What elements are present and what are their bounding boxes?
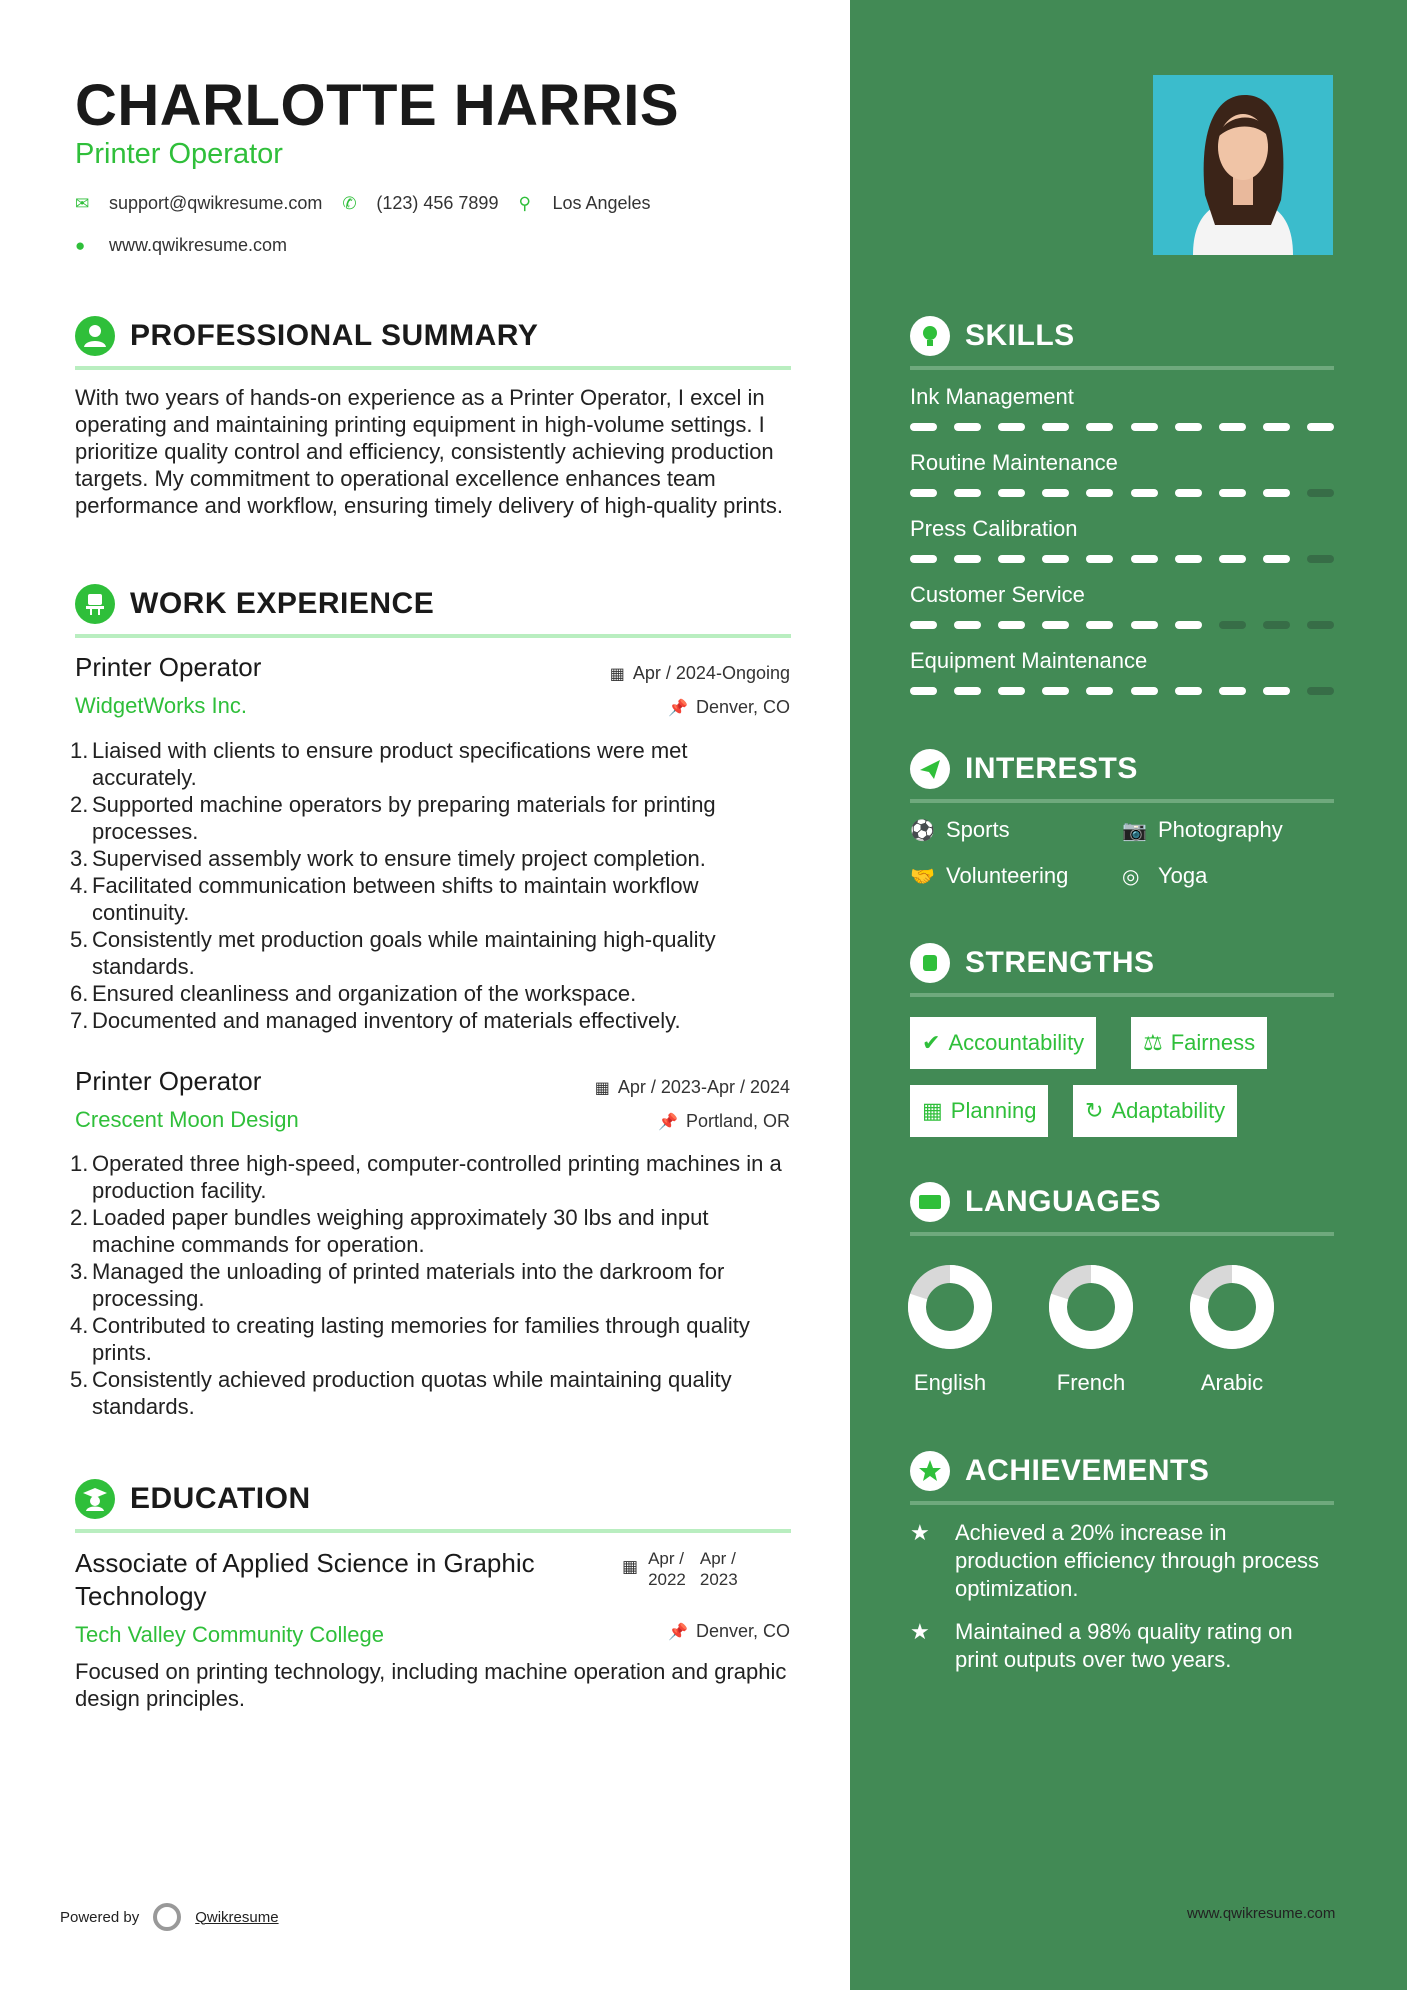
refresh-icon: ↻ (1085, 1098, 1104, 1123)
skill-dot (910, 423, 937, 431)
skill-level-bar (910, 489, 1334, 497)
section-divider (910, 366, 1334, 370)
skill-dot (1263, 423, 1290, 431)
skill-dot (1042, 555, 1069, 563)
star-icon (910, 1451, 950, 1491)
degree-line-1: Associate of Applied Science in Graphic (75, 1548, 535, 1578)
list-item: 5. Consistently achieved production quotas while maintaining quality standards. (70, 1367, 732, 1419)
strengths-heading: STRENGTHS (965, 946, 1155, 979)
list-item: 5. Consistently met production goals while maintaining high-quality standards. (70, 927, 716, 979)
edu-end-year: 2023 (699, 1570, 738, 1589)
job-location-text: Portland, OR (685, 1111, 790, 1131)
skill-dot (1175, 621, 1202, 629)
profile-photo (1153, 75, 1333, 255)
skill-dot (910, 621, 937, 629)
map-marker-icon: ⚲ (518, 193, 531, 213)
school-name: Tech Valley Community College (75, 1622, 384, 1647)
language-label: Arabic (1200, 1370, 1264, 1395)
job-bullets (70, 1150, 790, 1420)
paper-plane-icon (910, 749, 950, 789)
summary-text: With two years of hands-on experience as a Printer Operator, I excel in operating and maintaining printing equipment in high-volume settings. I prioritize quality control and efficiency, consistently achieving production targets. My commitment to operational excellence enhances team performance and workflow, ensuring timely delivery of high-quality prints. (75, 385, 783, 518)
interests-heading: INTERESTS (965, 752, 1138, 785)
language-item (1177, 1262, 1287, 1396)
summary-heading: PROFESSIONAL SUMMARY (130, 319, 539, 352)
globe-icon: ● (75, 235, 86, 255)
strength-badge: ↻ Adaptability (1073, 1085, 1237, 1137)
list-item: 4. Contributed to creating lasting memories for families through quality prints. (70, 1313, 750, 1365)
skill-dot (910, 555, 937, 563)
skill-dot (1219, 423, 1246, 431)
skill-dot (1086, 621, 1113, 629)
education-section-header (75, 1479, 791, 1539)
skill-dot (1307, 687, 1334, 695)
contact-email[interactable]: support@qwikresume.com (109, 193, 323, 213)
fist-icon (910, 943, 950, 983)
candidate-title: Printer Operator (75, 138, 283, 170)
skill-dot (1307, 423, 1334, 431)
achievements-heading: ACHIEVEMENTS (965, 1454, 1210, 1487)
section-divider (910, 993, 1334, 997)
powered-by-text: Powered by (60, 1908, 140, 1926)
job-company: Crescent Moon Design (75, 1107, 299, 1132)
calendar-icon: ▦ (609, 666, 625, 683)
education-description: Focused on printing technology, including machine operation and graphic design principles. (75, 1659, 787, 1711)
lifebuoy-icon: ◎ (1122, 866, 1140, 888)
check-circle-icon: ✔ (922, 1030, 941, 1055)
list-item: 3. Managed the unloading of printed materials into the darkroom for processing. (70, 1259, 725, 1311)
job-title: Printer Operator (75, 652, 262, 682)
skill-dot (1086, 423, 1113, 431)
skill-dot (1175, 555, 1202, 563)
education-heading: EDUCATION (130, 1482, 311, 1515)
skill-name: Equipment Maintenance (910, 648, 1148, 673)
soccer-ball-icon: ⚽ (910, 820, 935, 842)
achievement-item: ★ Achieved a 20% increase in production efficiency through process optimization. (910, 1520, 1320, 1601)
calendar-icon: ▦ (622, 1557, 639, 1576)
skill-dot (1175, 423, 1202, 431)
list-item: 1. Liaised with clients to ensure product specifications were met accurately. (70, 738, 688, 790)
education-location-text: Denver, CO (695, 1621, 790, 1641)
sidebar (850, 0, 1407, 1990)
education-location (490, 1621, 790, 1642)
skill-dot (1086, 687, 1113, 695)
skill-dot (1131, 555, 1158, 563)
job-dates (490, 663, 790, 684)
skill-dot (1131, 423, 1158, 431)
shooting-star-icon: ★ (910, 1520, 930, 1545)
strengths-section-header (910, 943, 1334, 1003)
skill-dot (1131, 687, 1158, 695)
list-item: 2. Supported machine operators by preparing materials for printing processes. (70, 792, 716, 844)
skill-dot (1175, 687, 1202, 695)
section-divider (910, 1501, 1334, 1505)
pin-icon: 📌 (668, 1624, 688, 1641)
experience-section-header (75, 584, 791, 644)
list-item: 4. Facilitated communication between shifts to maintain workflow continuity. (70, 873, 699, 925)
phone-icon: ✆ (342, 193, 357, 213)
skill-dot (1086, 555, 1113, 563)
job-title: Printer Operator (75, 1066, 262, 1096)
skill-dot (998, 621, 1025, 629)
languages-section-header (910, 1182, 1334, 1242)
footer-powered (60, 1903, 279, 1931)
list-item: 3. Supervised assembly work to ensure timely project completion. (70, 846, 706, 871)
skill-dot (1219, 555, 1246, 563)
summary-section-header (75, 316, 791, 376)
language-label: French (1056, 1370, 1126, 1395)
skill-dot (1307, 621, 1334, 629)
section-divider (910, 799, 1334, 803)
job-location-text: Denver, CO (695, 697, 790, 717)
list-item: 7. Documented and managed inventory of materials effectively. (70, 1008, 681, 1033)
job-dates-text: Apr / 2024-Ongoing (632, 663, 790, 683)
skill-dot (1263, 489, 1290, 497)
skill-name: Press Calibration (910, 516, 1078, 541)
section-divider (910, 1232, 1334, 1236)
languages-heading: LANGUAGES (965, 1185, 1162, 1218)
skill-dot (1219, 621, 1246, 629)
job-location (490, 1111, 790, 1132)
strength-badge: ✔ Accountability (910, 1017, 1096, 1069)
skill-dot (1086, 489, 1113, 497)
job-company: WidgetWorks Inc. (75, 693, 247, 718)
skills-heading: SKILLS (965, 319, 1075, 352)
skill-name: Ink Management (910, 384, 1074, 409)
achievements-section-header (910, 1451, 1334, 1511)
skill-name: Customer Service (910, 582, 1085, 607)
candidate-name: CHARLOTTE HARRIS (75, 73, 680, 138)
job-location (490, 697, 790, 718)
balance-scale-icon: ⚖ (1143, 1030, 1163, 1055)
skills-section-header (910, 316, 1334, 376)
pin-icon: 📌 (658, 1114, 678, 1131)
skill-dot (910, 489, 937, 497)
language-item (895, 1262, 1005, 1396)
calendar-icon: ▦ (922, 1098, 943, 1123)
section-divider (75, 366, 791, 370)
skill-dot (954, 687, 981, 695)
edu-start-year: 2022 (648, 1570, 686, 1589)
contact-phone[interactable]: (123) 456 7899 (376, 193, 499, 213)
contact-website[interactable]: www.qwikresume.com (109, 235, 288, 255)
user-icon (75, 316, 115, 356)
skill-dot (1307, 555, 1334, 563)
skill-dot (1307, 489, 1334, 497)
skill-dot (1042, 621, 1069, 629)
job-dates (490, 1077, 790, 1098)
skill-level-bar (910, 423, 1334, 431)
edu-end-month: Apr / (699, 1549, 736, 1568)
chair-icon (75, 584, 115, 624)
skill-dot (1175, 489, 1202, 497)
contact-row (75, 193, 671, 214)
education-dates (622, 1548, 738, 1590)
skill-dot (998, 555, 1025, 563)
skill-level-bar (910, 621, 1334, 629)
language-icon (910, 1182, 950, 1222)
interest-item: 🤝 Volunteering (910, 863, 1069, 888)
section-divider (75, 1529, 791, 1533)
skill-dot (998, 489, 1025, 497)
language-donut (1046, 1262, 1136, 1352)
camera-icon: 📷 (1122, 820, 1147, 842)
skill-dot (998, 687, 1025, 695)
skill-dot (1263, 555, 1290, 563)
skill-dot (1131, 621, 1158, 629)
skill-dot (954, 555, 981, 563)
achievement-item: ★ Maintained a 98% quality rating on print outputs over two years. (910, 1619, 1293, 1672)
footer-site[interactable]: www.qwikresume.com (1187, 1905, 1336, 1922)
edu-start-month: Apr / (648, 1549, 684, 1568)
handshake-icon: 🤝 (910, 866, 935, 888)
calendar-icon: ▦ (594, 1080, 610, 1097)
language-donut (905, 1262, 995, 1352)
interest-item: ⚽ Sports (910, 817, 1010, 842)
job-bullets (70, 737, 790, 1034)
skill-level-bar (910, 555, 1334, 563)
contact-location: Los Angeles (552, 193, 651, 213)
degree-title (75, 1547, 615, 1613)
list-item: 6. Ensured cleanliness and organization of the workspace. (70, 981, 637, 1006)
list-item: 2. Loaded paper bundles weighing approximately 30 lbs and input machine commands for operation. (70, 1205, 709, 1257)
skill-dot (1042, 423, 1069, 431)
skill-dot (954, 423, 981, 431)
skill-level-bar (910, 687, 1334, 695)
strength-badge: ⚖ Fairness (1131, 1017, 1267, 1069)
interest-item: ◎ Yoga (1122, 863, 1208, 888)
skill-dot (1263, 687, 1290, 695)
interests-section-header (910, 749, 1334, 809)
skill-dot (1219, 489, 1246, 497)
shooting-star-icon: ★ (910, 1619, 930, 1644)
skill-name: Routine Maintenance (910, 450, 1118, 475)
interest-item: 📷 Photography (1122, 817, 1283, 842)
envelope-icon: ✉ (75, 193, 90, 213)
strength-badge: ▦ Planning (910, 1085, 1048, 1137)
skill-dot (1263, 621, 1290, 629)
skill-dot (1131, 489, 1158, 497)
language-donut (1187, 1262, 1277, 1352)
skill-dot (954, 489, 981, 497)
skill-dot (1219, 687, 1246, 695)
contact-row-2 (75, 235, 307, 256)
graduate-icon (75, 1479, 115, 1519)
lightbulb-icon (910, 316, 950, 356)
skill-dot (1042, 687, 1069, 695)
skill-dot (998, 423, 1025, 431)
skill-dot (1042, 489, 1069, 497)
skill-dot (910, 687, 937, 695)
skill-dot (954, 621, 981, 629)
experience-heading: WORK EXPERIENCE (130, 587, 435, 620)
pin-icon: 📌 (668, 700, 688, 717)
job-dates-text: Apr / 2023-Apr / 2024 (617, 1077, 790, 1097)
qwikresume-logo-icon (153, 1903, 181, 1931)
language-label: English (913, 1370, 987, 1395)
list-item: 1. Operated three high-speed, computer-controlled printing machines in a production facility. (70, 1151, 782, 1203)
qwikresume-link[interactable]: Qwikresume (195, 1908, 279, 1926)
section-divider (75, 634, 791, 638)
degree-line-2: Technology (75, 1581, 207, 1611)
language-item (1036, 1262, 1146, 1396)
